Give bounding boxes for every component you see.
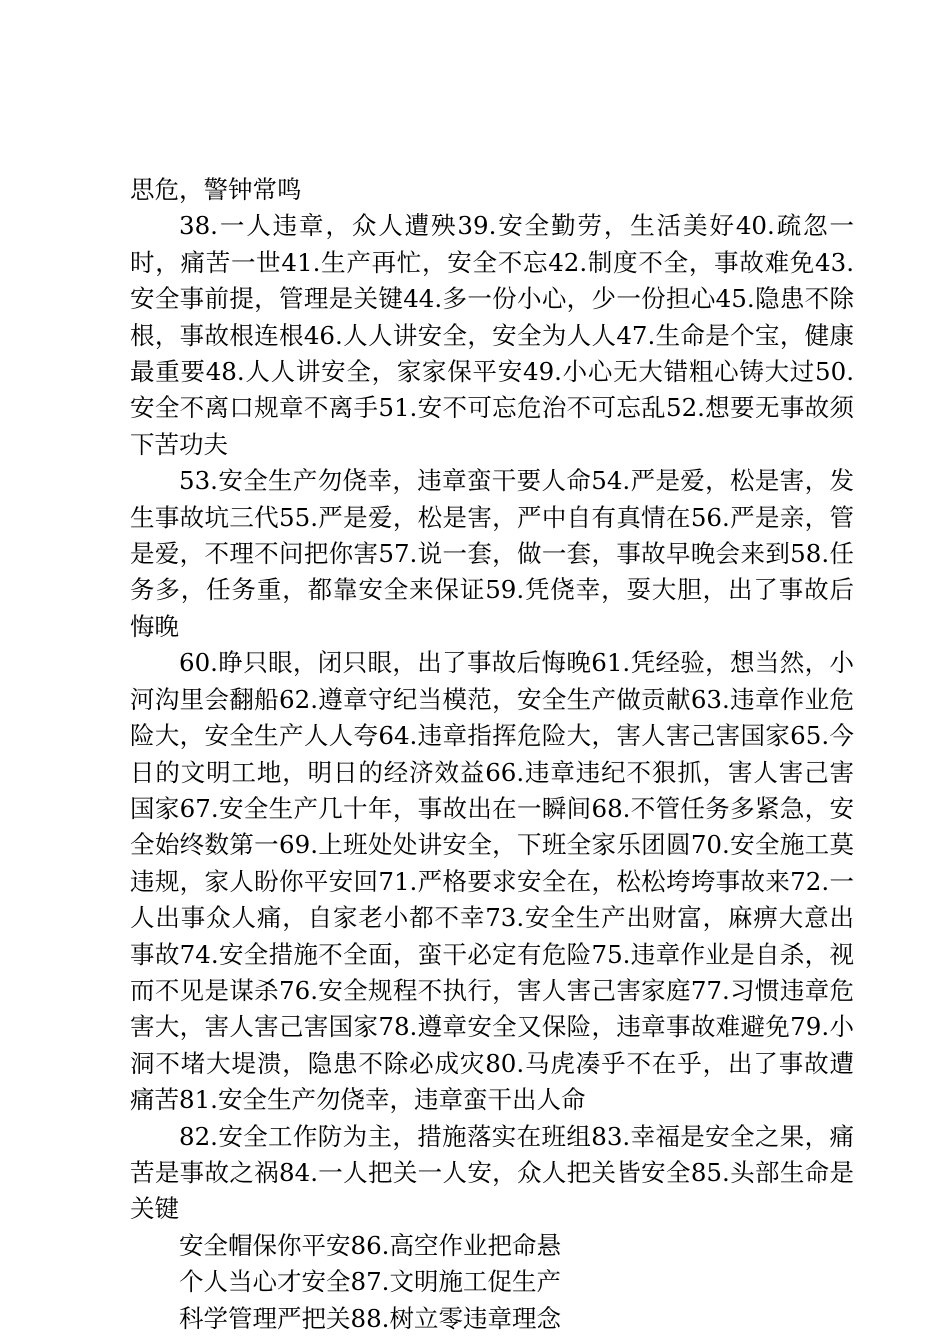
paragraph-3: 53.安全生产勿侥幸，违章蛮干要人命54.严是爱，松是害，发生事故坑三代55.严是爱，松是害，严中自有真情在56.严是亲，管是爱，不理不问把你害57.说一套，做一套，事故早晚会来到58.任务多，任务重，都靠安全来保证59.凭侥幸，耍大胆，出了事故后悔晚 <box>130 466 854 641</box>
slogan-line-3: 科学管理严把关88.树立零违章理念 <box>179 1303 561 1333</box>
paragraph-5: 82.安全工作防为主，措施落实在班组83.幸福是安全之果，痛苦是事故之祸84.一人把关一人安，众人把关皆安全85.头部生命是关键 <box>130 1121 854 1224</box>
paragraph-2: 38.一人违章，众人遭殃39.安全勤劳，生活美好40.疏忽一时，痛苦一世41.生产再忙，安全不忘42.制度不全，事故难免43.安全事前提，管理是关键44.多一份小心，少一份担心45.隐患不除根，事故根连根46.人人讲安全，安全为人人47.生命是个宝，健康最重要48.人人讲安全，家家保平安49.小心无大错粗心铸大过50.安全不离口规章不离手51.安不可忘危治不可忘乱52.想要无事故须下苦功夫 <box>130 211 854 459</box>
paragraph-1: 思危，警钟常鸣 <box>130 175 302 204</box>
slogan-line-2: 个人当心才安全87.文明施工促生产 <box>179 1267 561 1297</box>
slogan-line-1: 安全帽保你平安86.高空作业把命悬 <box>179 1230 561 1260</box>
document-body <box>130 172 854 1337</box>
paragraph-4: 60.睁只眼，闭只眼，出了事故后悔晚61.凭经验，想当然，小河沟里会翻船62.遵章守纪当模范，安全生产做贡献63.违章作业危险大，安全生产人人夸64.违章指挥危险大，害人害己害国家65.今日的文明工地，明日的经济效益66.违章违纪不狠抓，害人害己害国家67.安全生产几十年，事故出在一瞬间68.不管任务多紧急，安全始终数第一69.上班处处讲安全，下班全家乐团圆70.安全施工莫违规，家人盼你平安回71.严格要求安全在，松松垮垮事故来72.一人出事众人痛，自家老小都不幸73.安全生产出财富，麻痹大意出事故74.安全措施不全面，蛮干必定有危险75.违章作业是自杀，视而不见是谋杀76.安全规程不执行，害人害己害家庭77.习惯违章危害大，害人害己害国家78.遵章安全又保险，违章事故难避免79.小洞不堵大堤溃，隐患不除必成灾80.马虎凑乎不在乎，出了事故遭痛苦81.安全生产勿侥幸，违章蛮干出人命 <box>130 648 854 1115</box>
